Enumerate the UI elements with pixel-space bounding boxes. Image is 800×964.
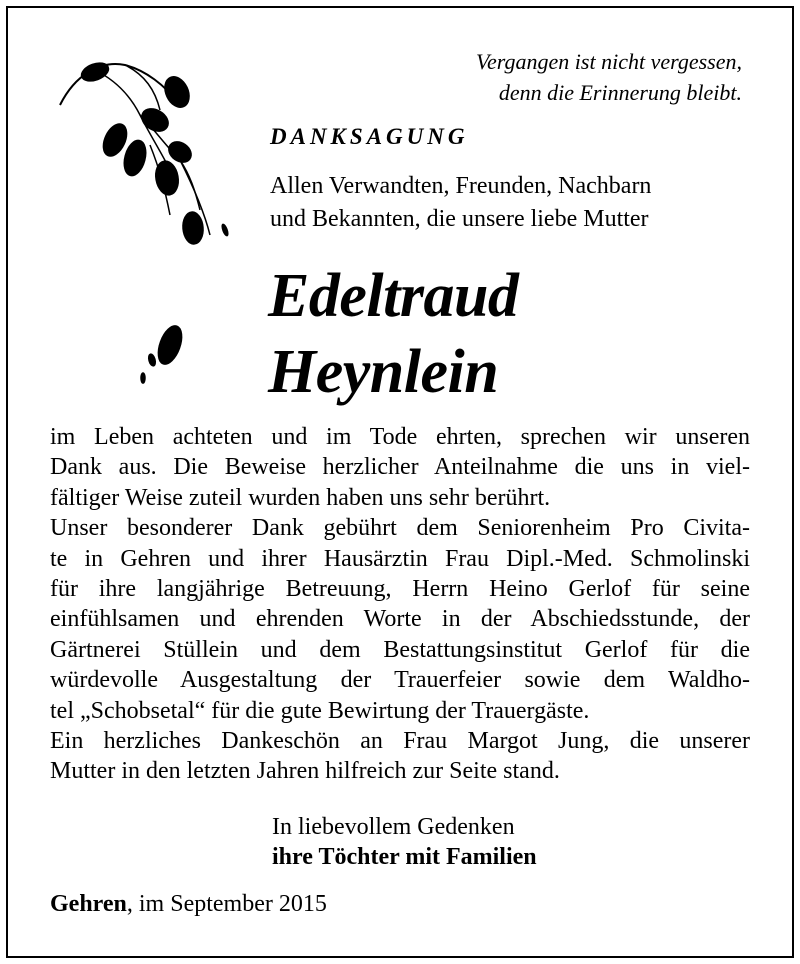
intro-text: [270, 170, 651, 236]
place-date: [50, 889, 327, 919]
motto-line: Vergangen ist nicht vergessen,: [476, 49, 742, 74]
intro-line: und Bekannten, die unsere liebe Mutter: [270, 206, 649, 232]
closing-line: In liebevollem Gedenken: [272, 814, 515, 840]
body-line: Dank aus. Die Beweise herzlicher Anteilnahme die uns in viel-: [50, 454, 750, 481]
body-text: [50, 422, 750, 787]
body-line: Gärtnerei Stüllein und dem Bestattungsinstitut Gerlof für die: [50, 636, 750, 663]
body-line: einfühlsamen und ehrenden Worte in der Abschiedsstunde, der: [50, 606, 750, 633]
body-line: Mutter in den letzten Jahren hilfreich zur Seite stand.: [50, 758, 560, 785]
closing: [272, 812, 537, 872]
first-name: Edeltraud: [268, 262, 519, 330]
body-line: Ein herzliches Dankeschön an Frau Margot Jung, die unserer: [50, 728, 750, 755]
body-line: für ihre langjährige Betreuung, Herrn Heino Gerlof für seine: [50, 576, 750, 603]
body-line: im Leben achteten und im Tode ehrten, sprechen wir unseren: [50, 424, 750, 450]
signature: ihre Töchter mit Familien: [272, 844, 537, 870]
place-city: Gehren: [50, 891, 127, 917]
body-line: würdevolle Ausgestaltung der Trauerfeier sowie dem Waldho-: [50, 667, 750, 694]
body-line: Unser besonderer Dank gebührt dem Seniorenheim Pro Civita-: [50, 515, 750, 542]
intro-line: Allen Verwandten, Freunden, Nachbarn: [270, 173, 652, 199]
body-line: fältiger Weise zuteil wurden haben uns sehr berührt.: [50, 484, 551, 511]
motto-line: denn die Erinnerung bleibt.: [498, 80, 742, 105]
place-date-text: , im September 2015: [126, 891, 327, 917]
leaf-branch-icon: [55, 50, 255, 400]
body-line: tel „Schobsetal“ für die gute Bewirtung der Trauergäste.: [50, 697, 590, 724]
heading: DANKSAGUNG: [270, 124, 469, 149]
body-line: te in Gehren und ihrer Hausärztin Frau Dipl.-Med. Schmolinski: [50, 545, 750, 572]
motto: [382, 46, 742, 108]
deceased-name: [268, 258, 518, 410]
last-name: Heynlein: [268, 338, 499, 406]
